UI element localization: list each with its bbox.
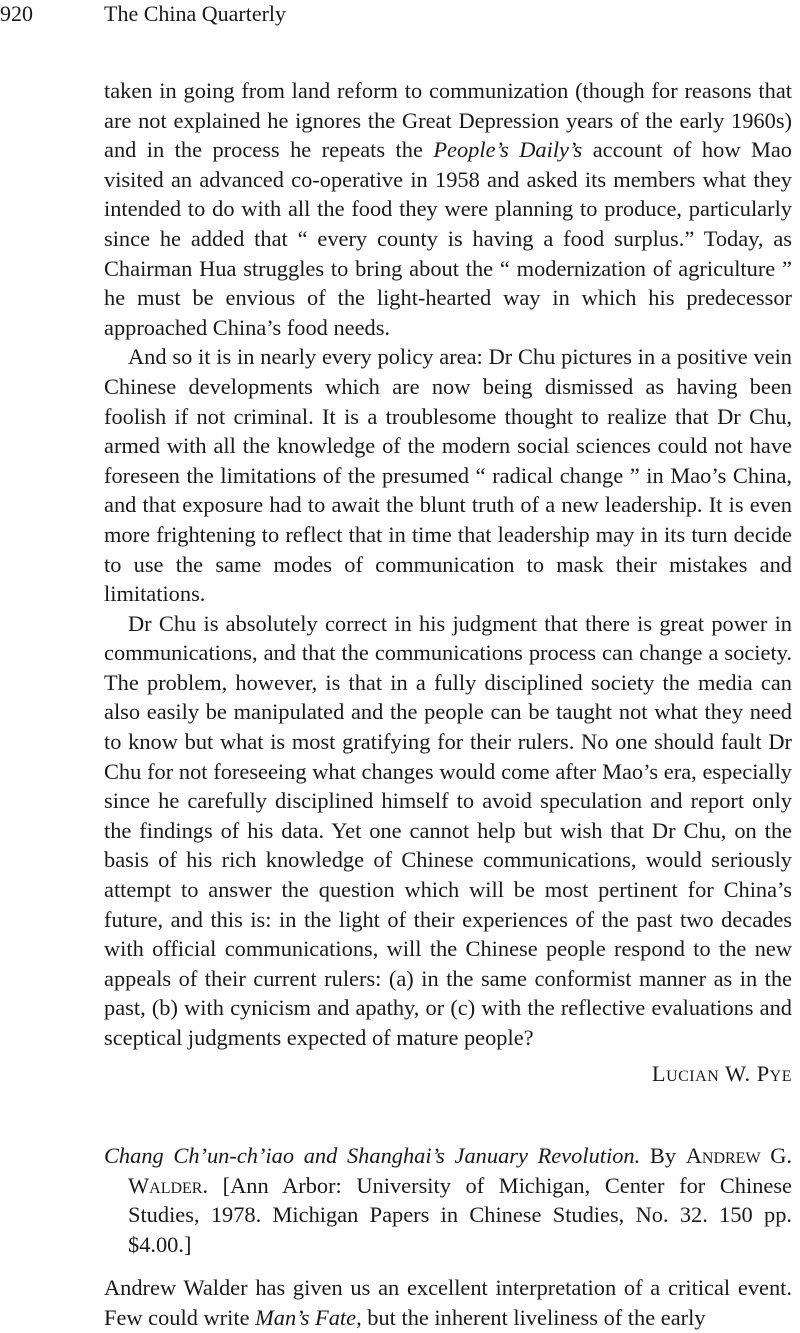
paragraph-1-text-a: taken in going from land reform to communization (though for reasons that are not explained he ignores the Great Depression years of the early 1960s) and in the process he repeats the bbox=[104, 78, 792, 163]
reviewer-signature: Lucian W. Pye bbox=[651, 1060, 792, 1086]
paragraph-1 bbox=[104, 76, 792, 342]
review-body-text-b: , but the inherent liveliness of the early bbox=[356, 1304, 706, 1330]
journal-title: The China Quarterly bbox=[104, 1, 287, 26]
review-text-continuation bbox=[104, 76, 792, 1088]
paragraph-3: Dr Chu is absolutely correct in his judgment that there is great power in communications, and that the communications process can change a society. The problem, however, is that in a fully disciplined society the media can also easily be manipulated and the people can be taught not what they need to know but what is most gratifying for their rulers. No one should fault Dr Chu for not foreseeing what changes would come after Mao’s era, especially since he carefully disciplined himself to avoid speculation and report only the findings of his data. Yet one cannot help but wish that Dr Chu, on the basis of his rich knowledge of Chinese communications, would seriously attempt to answer the question which will be most pertinent for China’s future, and this is: in the light of their experiences of the past two decades with official communications, will the Chinese people respond to the new appeals of their current rulers: (a) in the same conformist manner as in the past, (b) with cynicism and apathy, or (c) with the reflective evaluations and sceptical judgments expected of mature people? bbox=[104, 610, 792, 1050]
book-review bbox=[104, 1141, 792, 1333]
by-label: By bbox=[640, 1143, 686, 1168]
book-author: Andrew G. Walder bbox=[128, 1143, 792, 1198]
review-opening-paragraph bbox=[104, 1273, 792, 1332]
paragraph-1-text-b: account of how Mao visited an advanced co-operative in 1958 and asked its members what they intended to do with all the food they were planning to produce, particularly since he added that “ every county is having a food surplus.” Today, as Chairman Hua struggles to bring about the “ modernization of agriculture ” he must be envious of the light-hearted way in which his predecessor approached China’s food needs. bbox=[104, 137, 792, 340]
newspaper-title: People’s Daily’s bbox=[433, 137, 583, 163]
page-number: 920 bbox=[0, 1, 33, 26]
publication-details: . [Ann Arbor: University of Michigan, Center for Chinese Studies, 1978. Michigan Papers in Chinese Studies, No. 32. 150 pp. $4.00.] bbox=[128, 1172, 792, 1257]
running-head bbox=[0, 0, 800, 30]
review-body-text-a: Andrew Walder has given us an excellent interpretation of a critical event. Few could write bbox=[104, 1275, 792, 1330]
cited-work-title: Man’s Fate bbox=[255, 1304, 357, 1330]
book-title: Chang Ch’un-ch’iao and Shanghai’s January Revolution. bbox=[104, 1143, 641, 1168]
paragraph-2: And so it is in nearly every policy area: Dr Chu pictures in a positive vein Chinese developments which are now being dismissed as having been foolish if not criminal. It is a troublesome thought to realize that Dr Chu, armed with all the knowledge of the modern social sciences could not have foreseen the limitations of the presumed “ radical change ” in Mao’s China, and that exposure had to await the blunt truth of a new leadership. It is even more frightening to reflect that in time that leadership may in its turn decide to use the same modes of communication to mask their mistakes and limitations. bbox=[104, 344, 792, 607]
review-citation bbox=[104, 1141, 792, 1259]
